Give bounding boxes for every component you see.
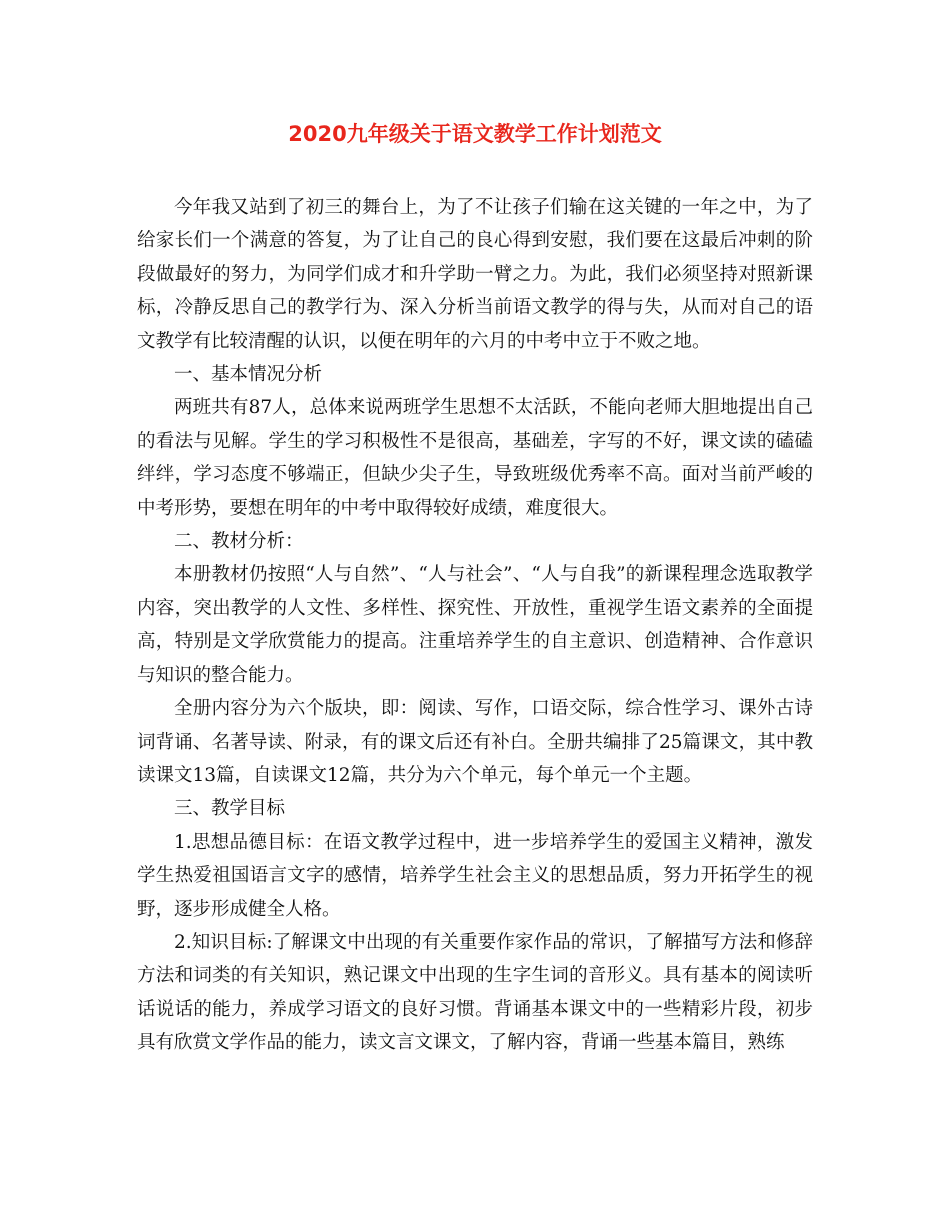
paragraph-textbook-content: 全册内容分为六个版块，即：阅读、写作，口语交际，综合性学习、课外古诗词背诵、名著导读、附录，有的课文后还有补白。全册共编排了25篇课文，其中教读课文13篇，自读课文12篇，共分为六个单元，每个单元一个主题。	[137, 698, 813, 786]
section-heading-teaching-goals: 三、教学目标	[174, 798, 286, 820]
section-heading-textbook-analysis: 二、教材分析：	[174, 531, 304, 553]
section-heading-basic-situation: 一、基本情况分析	[174, 364, 323, 386]
document-body	[137, 191, 813, 1060]
document-title: 2020九年级关于语文教学工作计划范文	[288, 122, 662, 146]
paragraph-textbook-analysis: 本册教材仍按照“人与自然”、“人与社会”、“人与自我”的新课程理念选取教学内容，突出教学的人文性、多样性、探究性、开放性，重视学生语文素养的全面提高，特别是文学欣赏能力的提高。注重培养学生的自主意识、创造精神、合作意识与知识的整合能力。	[137, 564, 813, 686]
paragraph-basic-situation: 两班共有87人，总体来说两班学生思想不太活跃，不能向老师大胆地提出自己的看法与见解。学生的学习积极性不是很高，基础差，字写的不好，课文读的磕磕绊绊，学习态度不够端正，但缺少尖子生，导致班级优秀率不高。面对当前严峻的中考形势，要想在明年的中考中取得较好成绩，难度很大。	[137, 397, 813, 519]
paragraph-intro: 今年我又站到了初三的舞台上，为了不让孩子们输在这关键的一年之中，为了给家长们一个满意的答复，为了让自己的良心得到安慰，我们要在这最后冲刺的阶段做最好的努力，为同学们成才和升学助一臂之力。为此，我们必须坚持对照新课标，冷静反思自己的教学行为、深入分析当前语文教学的得与失，从而对自己的语文教学有比较清醒的认识，以便在明年的六月的中考中立于不败之地。	[137, 197, 813, 352]
paragraph-goal-moral: 1.思想品德目标：在语文教学过程中，进一步培养学生的爱国主义精神，激发学生热爱祖国语言文字的感情，培养学生社会主义的思想品质，努力开拓学生的视野，逐步形成健全人格。	[137, 831, 813, 920]
paragraph-goal-knowledge: 2.知识目标:了解课文中出现的有关重要作家作品的常识，了解描写方法和修辞方法和词类的有关知识，熟记课文中出现的生字生词的音形义。具有基本的阅读听话说话的能力，养成学习语文的良好习惯。背诵基本课文中的一些精彩片段，初步具有欣赏文学作品的能力，读文言文课文，了解内容，背诵一些基本篇目，熟练	[137, 931, 813, 1054]
